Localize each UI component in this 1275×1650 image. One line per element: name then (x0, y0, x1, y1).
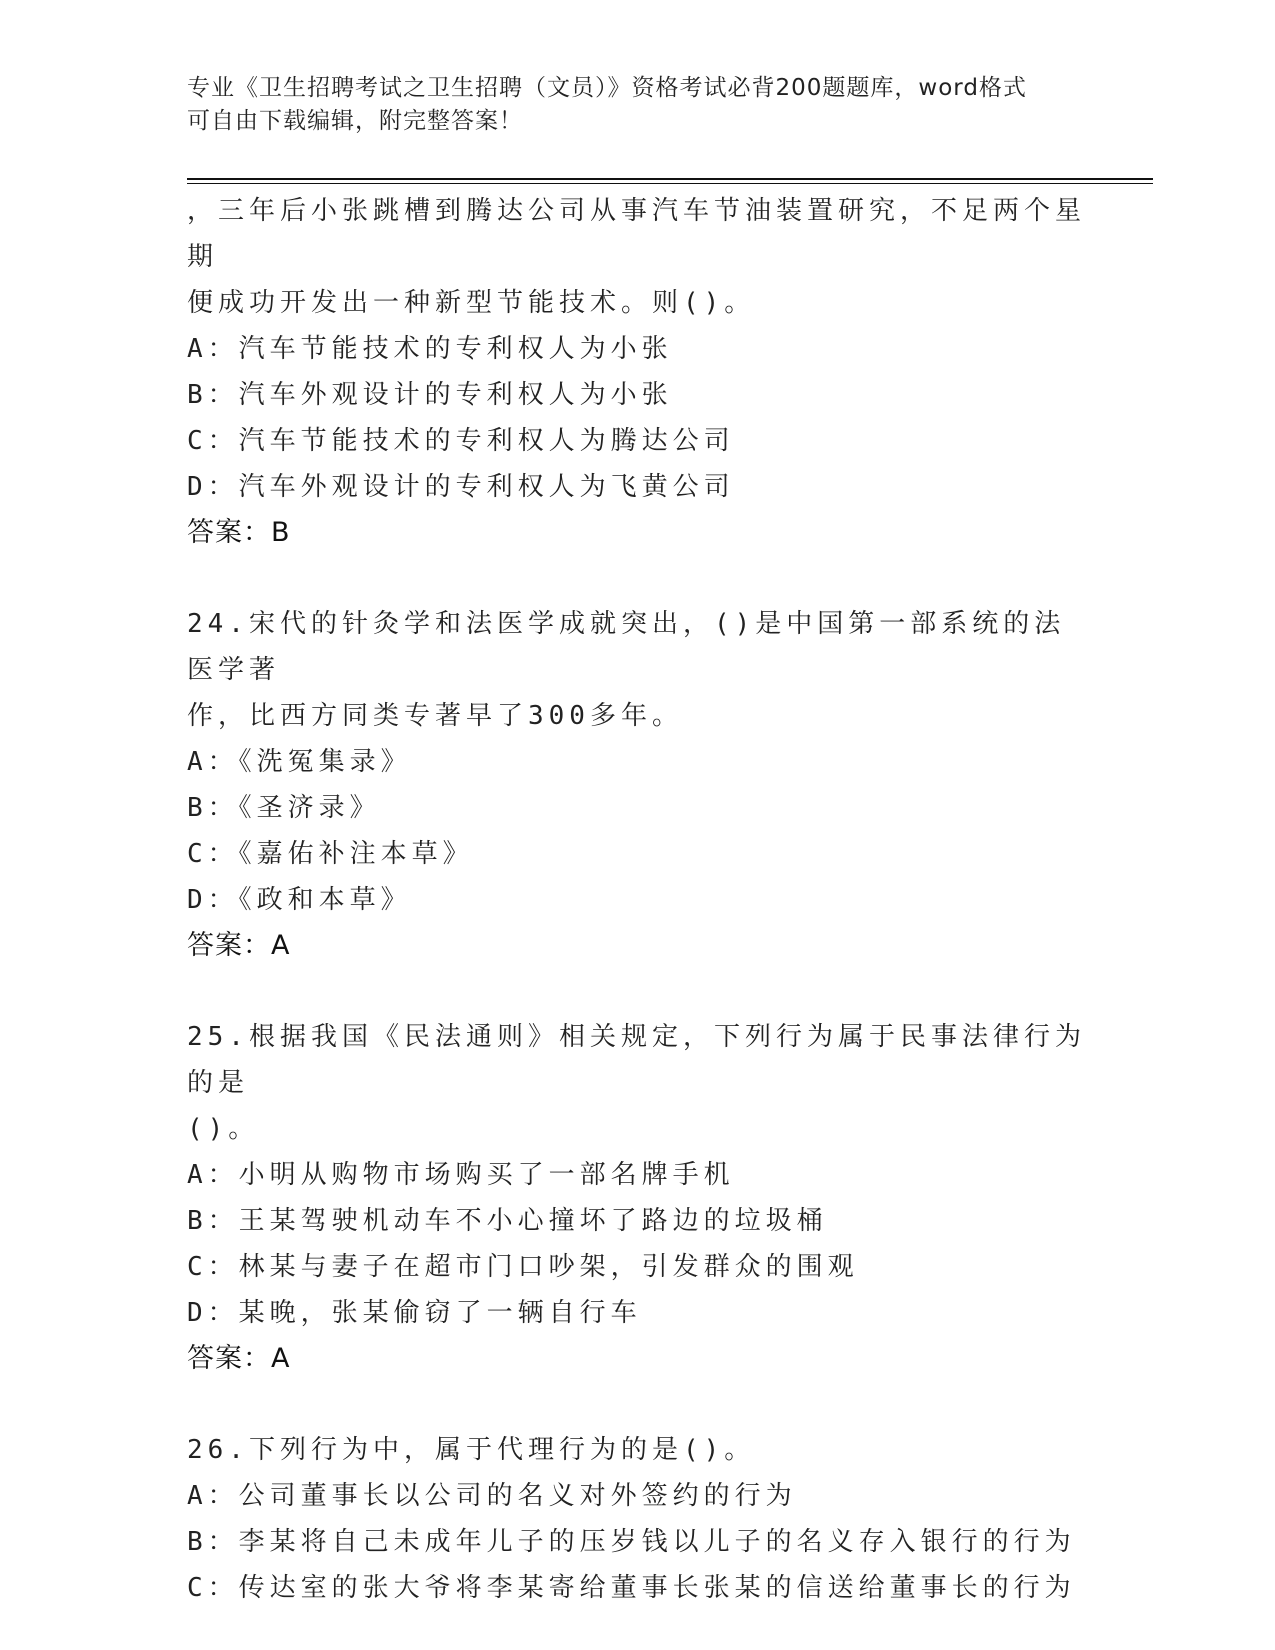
answer-value: A (271, 930, 291, 961)
question-fragment (187, 188, 1087, 556)
option-d: D：《政和本草》 (187, 885, 412, 915)
option-c: C：汽车节能技术的专利权人为腾达公司 (187, 426, 735, 456)
option-a: A：小明从购物市场购买了一部名牌手机 (187, 1160, 735, 1190)
option-c: C：林某与妻子在超市门口吵架，引发群众的围观 (187, 1252, 859, 1282)
option-b: B：汽车外观设计的专利权人为小张 (187, 380, 673, 410)
question-text-line: ，三年后小张跳槽到腾达公司从事汽车节油装置研究，不足两个星期 (187, 196, 1087, 272)
option-a: A：《洗冤集录》 (187, 747, 412, 777)
question-25 (187, 1014, 1087, 1382)
option-b: B：王某驾驶机动车不小心撞坏了路边的垃圾桶 (187, 1206, 828, 1236)
answer-line (187, 510, 1087, 556)
question-text-line: 25.根据我国《民法通则》相关规定，下列行为属于民事法律行为的是 (187, 1022, 1086, 1098)
option-b: B：李某将自己未成年儿子的压岁钱以儿子的名义存入银行的行为 (187, 1527, 1076, 1557)
answer-line (187, 923, 1087, 969)
question-text-line: 26.下列行为中，属于代理行为的是()。 (187, 1435, 756, 1465)
question-text-line: 作，比西方同类专著早了300多年。 (187, 701, 683, 731)
option-d: D：汽车外观设计的专利权人为飞黄公司 (187, 472, 735, 502)
answer-label: 答案： (187, 517, 271, 548)
answer-label: 答案： (187, 930, 271, 961)
option-c: C：传达室的张大爷将李某寄给董事长张某的信送给董事长的行为 (187, 1573, 1076, 1603)
answer-line (187, 1336, 1087, 1382)
option-a: A：汽车节能技术的专利权人为小张 (187, 334, 673, 364)
option-a: A：公司董事长以公司的名义对外签约的行为 (187, 1481, 797, 1511)
question-24 (187, 601, 1087, 969)
answer-value: A (271, 1343, 291, 1374)
header-title-line-1: 专业《卫生招聘考试之卫生招聘（文员）》资格考试必背200题题库，word格式 (187, 75, 1027, 101)
question-text-line: 便成功开发出一种新型节能技术。则()。 (187, 288, 756, 318)
option-b: B：《圣济录》 (187, 793, 381, 823)
option-c: C：《嘉佑补注本草》 (187, 839, 474, 869)
question-text-line: 24.宋代的针灸学和法医学成就突出，()是中国第一部系统的法医学著 (187, 609, 1066, 685)
header-title-line-2: 可自由下载编辑，附完整答案！ (187, 108, 523, 134)
option-d: D：某晚，张某偷窃了一辆自行车 (187, 1298, 642, 1328)
header-divider-thin (187, 183, 1153, 184)
document-header (187, 72, 1067, 138)
answer-label: 答案： (187, 1343, 271, 1374)
question-text-line: ()。 (187, 1114, 260, 1144)
header-divider-thick (187, 178, 1153, 180)
document-body (187, 188, 1087, 1611)
question-26 (187, 1427, 1087, 1611)
answer-value: B (271, 517, 291, 548)
